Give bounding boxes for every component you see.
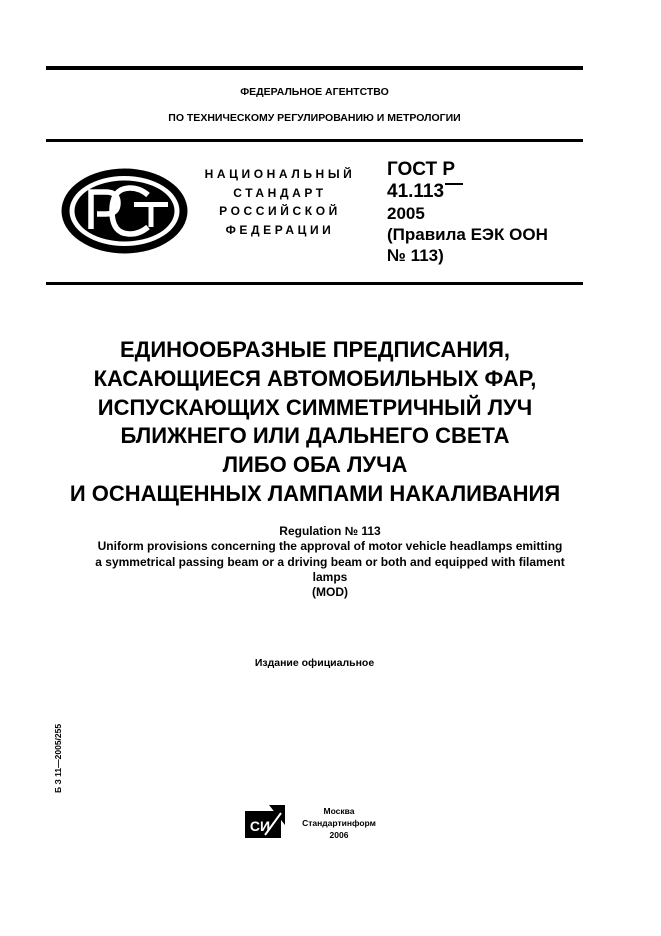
publisher-city: Москва [323, 806, 355, 816]
document-title [30, 336, 600, 509]
side-code: Б З 11—2005/255 [53, 723, 63, 793]
gost-line-4: (Правила ЕЭК ООН [387, 225, 548, 244]
gost-line-2 [387, 181, 548, 203]
regulation-block [40, 524, 620, 600]
nsrf-line-4: ФЕДЕРАЦИИ [225, 222, 335, 237]
title-line-3: ИСПУСКАЮЩИХ СИММЕТРИЧНЫЙ ЛУЧ [97, 394, 533, 420]
regulation-mod: (MOD) [312, 585, 348, 600]
agency-line-1: ФЕДЕРАЛЬНОЕ АГЕНТСТВО [240, 86, 389, 98]
gost-number: 41.113 [387, 181, 445, 202]
gost-r-logo-icon [60, 167, 189, 255]
title-line-2: КАСАЮЩИЕСЯ АВТОМОБИЛЬНЫХ ФАР, [93, 365, 537, 391]
regulation-line-2: Uniform provisions concerning the approval of motor vehicle headlamps emitting [97, 539, 563, 554]
em-dash [445, 183, 463, 185]
nsrf-line-2: СТАНДАРТ [233, 185, 327, 200]
gost-line-1: ГОСТ Р [387, 159, 456, 180]
gost-line-5: № 113) [387, 246, 444, 265]
nsrf-line-3: РОССИЙСКОЙ [219, 204, 341, 218]
standartinform-logo-icon [245, 805, 285, 838]
title-line-5: ЛИБО ОБА ЛУЧА [222, 452, 408, 478]
title-line-4: БЛИЖНЕГО ИЛИ ДАЛЬНЕГО СВЕТА [120, 423, 510, 449]
edition-label: Издание официальное [254, 657, 375, 669]
title-line-1: ЕДИНООБРАЗНЫЕ ПРЕДПИСАНИЯ, [119, 337, 511, 362]
gost-designation [387, 159, 548, 266]
title-line-6: И ОСНАЩЕННЫХ ЛАМПАМИ НАКАЛИВАНИЯ [69, 480, 561, 506]
national-standard-label [196, 165, 364, 239]
header-rule [46, 139, 583, 142]
regulation-line-4: lamps [312, 569, 348, 584]
agency-line-2: ПО ТЕХНИЧЕСКОМУ РЕГУЛИРОВАНИЮ И МЕТРОЛОГИИ [168, 112, 461, 124]
publisher-logo-text: СИ [249, 818, 271, 834]
regulation-line-3: a symmetrical passing beam or a driving beam or both and equipped with filament [95, 554, 565, 569]
publisher-imprint [294, 805, 384, 841]
top-rule [46, 66, 583, 70]
gost-line-3: 2005 [387, 204, 425, 223]
publisher-name: Стандартинформ [302, 818, 376, 828]
nsrf-line-1: НАЦИОНАЛЬНЫЙ [204, 167, 356, 181]
regulation-number: Regulation № 113 [279, 524, 381, 538]
standard-block-rule [46, 282, 583, 285]
publisher-year: 2006 [329, 830, 349, 840]
